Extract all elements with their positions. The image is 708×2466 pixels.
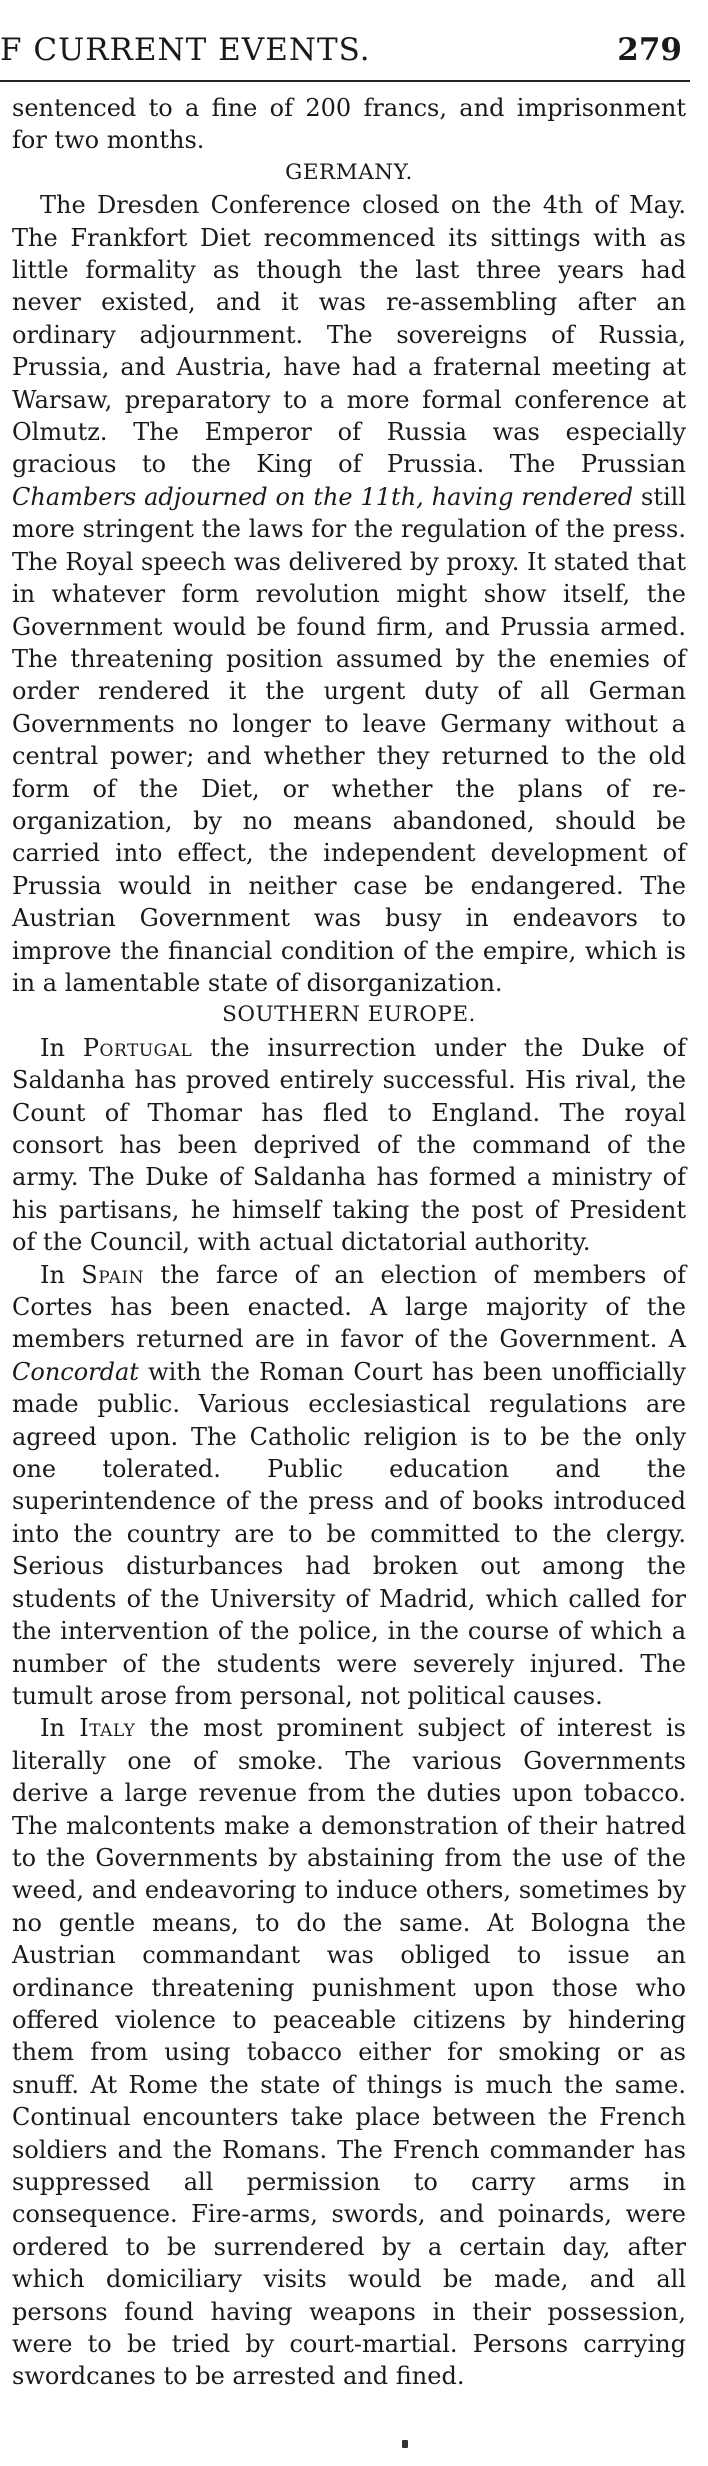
spain-lead: In [40,1260,82,1289]
running-title: F CURRENT EVENTS. [0,32,371,68]
country-portugal: Portugal [82,1033,193,1062]
signature-mark [402,2440,408,2448]
spain-text-a: the farce of an election of members of Cortes has been enacted. A large majority of the members returned are in favor of the Government. A [12,1260,686,1354]
italy-text: the most prominent subject of interest is literally one of smoke. The various Governments derive a large revenue from the duties upon tobacco. The malcontents make a demonstration of their hatred to the Governments by abstaining from the use of the weed, and endeavoring to induce others, sometimes by no gentle means, to do the same. At Bologna the Austrian commandant was obliged to issue an ordinance threatening punishment upon those who offered violence to peaceable citizens by hindering them from using tobacco either for smoking or as snuff. At Rome the state of things is much the same. Continual encounters take place between the French soldiers and the Romans. The French commander has suppressed all permission to carry arms in consequence. Fire-arms, swords, and poinards, were ordered to be surrendered by a certain day, after which domiciliary visits would be made, and all persons found having weapons in their possession, were to be tried by court-martial. Persons carrying swordcanes to be arrested and fined. [12,1714,686,2391]
italy-lead: In [40,1714,80,1743]
country-spain: Spain [81,1260,144,1289]
section-heading-germany: GERMANY. [285,159,413,185]
portugal-text: the insurrection under the Duke of Saldanha has proved entirely successful. His rival, the Count of Thomar has fled to England. The royal consort has been deprived of the command of the army. The Duke of Saldanha has formed a ministry of his partisans, he himself taking the post of President of the Council, with actual dictatorial authority. [12,1033,686,1257]
page-number: 279 [617,32,682,68]
spain-text-c: with the Roman Court has been unofficially made public. Various ecclesiastical regulations are agreed upon. The Catholic religion is to be the only one tolerated. Public education and the superintendence of the press and of books introduced into the country are to be committed to the clergy. Serious disturbances had broken out among the students of the University of Madrid, which called for the intervention of the police, in the course of which a number of the students were severely injured. The tumult arose from personal, not political causes. [12,1357,686,1710]
paragraph-spain [12,1259,686,1713]
germany-text-c: still more stringent the laws for the regulation of the press. The Royal speech was delivered by proxy. It stated that in whatever form revolution might show itself, the Government would be found firm, and Prussia armed. The threatening position assumed by the enemies of order rendered it the urgent duty of all German Governments no longer to leave Germany without a central power; and whether they returned to the old form of the Diet, or whether the plans of re-organization, by no means abandoned, should be carried into effect, the independent development of Prussia would in neither case be endangered. The Austrian Government was busy in endeavors to improve the financial condition of the empire, which is in a lamentable state of disorganization. [12,482,686,997]
paragraph-italy [12,1712,686,2393]
paragraph-portugal [12,1032,686,1259]
section-heading-southern-europe: SOUTHERN EUROPE. [222,1002,476,1028]
germany-text-a: The Dresden Conference closed on the 4th of May. The Frankfort Diet recommenced its sittings with as little formality as though the last three years had never existed, and it was re-assembling after an ordinary adjournment. The sovereigns of Russia, Prussia, and Austria, have had a fraternal meeting at Warsaw, preparatory to a more formal conference at Olmutz. The Emperor of Russia was especially gracious to the King of Prussia. The Prussian [12,191,686,479]
paragraph-germany [12,189,686,999]
paragraph-continued: sentenced to a fine of 200 francs, and imprisonment for two months. [12,94,686,155]
country-italy: Italy [79,1714,136,1743]
header-rule [0,80,690,82]
germany-text-italic: Chambers adjourned on the 11th, having rendered [12,482,634,511]
running-head [0,30,708,70]
portugal-lead: In [40,1033,83,1062]
article-body [12,92,686,2393]
spain-text-italic: Concordat [12,1357,139,1386]
